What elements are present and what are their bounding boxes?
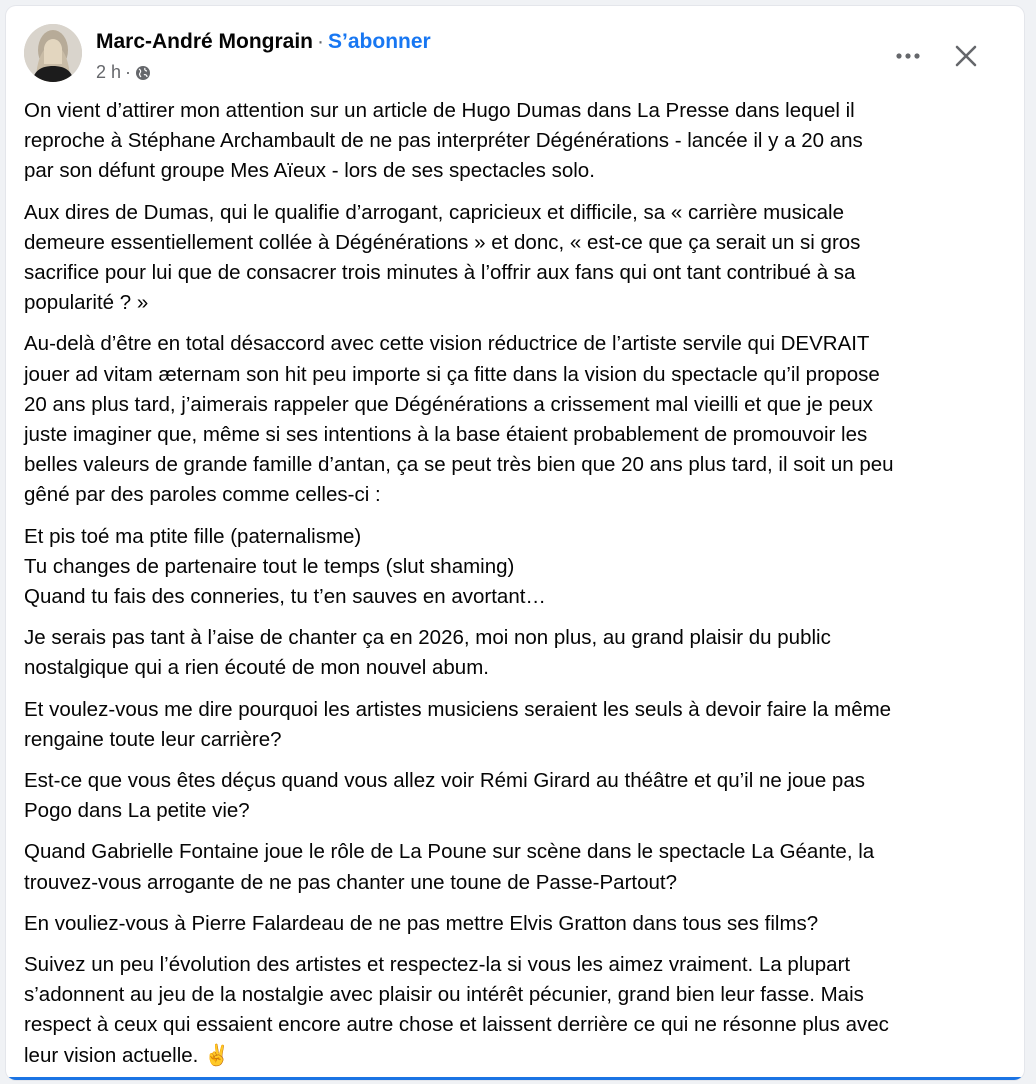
post-text-line: gêné par des paroles comme celles-ci : xyxy=(24,483,381,507)
post-meta xyxy=(96,62,151,83)
post-header xyxy=(24,24,1006,84)
author-name[interactable]: Marc-André Mongrain xyxy=(96,30,314,53)
post-paragraph xyxy=(24,909,1010,939)
focus-underline xyxy=(6,1077,1024,1080)
post-text-line: s’adonnent au jeu de la nostalgie avec plaisir ou intérêt pécunier, grand bien leur fasse. Mais xyxy=(24,983,864,1007)
post-text-line: leur vision actuelle. ✌️ xyxy=(24,1043,230,1067)
post-text-line: Pogo dans La petite vie? xyxy=(24,799,250,823)
post-paragraph xyxy=(24,950,1010,1071)
avatar[interactable] xyxy=(24,24,82,82)
post-paragraph xyxy=(24,522,1010,613)
post-text-line: Je serais pas tant à l’aise de chanter ça en 2026, moi non plus, au grand plaisir du public xyxy=(24,626,831,650)
post-text-line: trouvez-vous arrogante de ne pas chanter une toune de Passe-Partout? xyxy=(24,870,678,894)
author-line xyxy=(96,30,431,54)
post-text-line: par son défunt groupe Mes Aïeux - lors de ses spectacles solo. xyxy=(24,159,595,183)
post-paragraph xyxy=(24,198,1010,319)
post-paragraph xyxy=(24,329,1010,510)
post-text-line: demeure essentiellement collée à Dégénérations » et donc, « est-ce que ça serait un si gros xyxy=(24,230,861,254)
post-text-line: 20 ans plus tard, j’aimerais rappeler que Dégénérations a crissement mal vieilli et que je peux xyxy=(24,392,873,416)
post-paragraph xyxy=(24,766,1010,826)
post-text-line: belles valeurs de grande famille d’antan, ça se peut très bien que 20 ans plus tard, il soit un peu xyxy=(24,453,894,477)
subscribe-button[interactable]: S’abonner xyxy=(328,30,431,53)
globe-icon[interactable] xyxy=(135,65,151,81)
post-text-line: Suivez un peu l’évolution des artistes et respectez-la si vous les aimez vraiment. La plupart xyxy=(24,953,851,977)
avatar-image xyxy=(24,24,82,82)
post-body xyxy=(24,96,1010,1080)
post-paragraph xyxy=(24,695,1010,755)
post-text-line: En vouliez-vous à Pierre Falardeau de ne pas mettre Elvis Gratton dans tous ses films? xyxy=(24,911,819,935)
post-text-line: Et voulez-vous me dire pourquoi les artistes musiciens seraient les seuls à devoir faire la même xyxy=(24,697,892,721)
post-text-line: sacrifice pour lui que de consacrer trois minutes à l’offrir aux fans qui ont tant contribué à sa xyxy=(24,261,856,285)
separator-dot: · xyxy=(317,30,325,53)
post-text-line: popularité ? » xyxy=(24,291,149,315)
post-text-line: Quand Gabrielle Fontaine joue le rôle de La Poune sur scène dans le spectacle La Géante, la xyxy=(24,840,875,864)
meta-separator: · xyxy=(125,62,132,82)
post-text-line: Et pis toé ma ptite fille (paternalisme) xyxy=(24,524,362,548)
post-text-line: rengaine toute leur carrière? xyxy=(24,727,282,751)
post-text-line: Aux dires de Dumas, qui le qualifie d’arrogant, capricieux et difficile, sa « carrière musicale xyxy=(24,200,845,224)
post-card xyxy=(6,6,1024,1080)
post-paragraph xyxy=(24,96,1010,187)
post-text-line: reproche à Stéphane Archambault de ne pas interpréter Dégénérations - lancée il y a 20 ans xyxy=(24,129,863,153)
post-paragraph xyxy=(24,623,1010,683)
close-icon[interactable] xyxy=(946,36,986,76)
post-text-line: Quand tu fais des conneries, tu t’en sauves en avortant… xyxy=(24,585,546,609)
post-text-line: respect à ceux qui essaient encore autre chose et laissent derrière ce qui ne résonne plus avec xyxy=(24,1013,889,1037)
post-text-line: Est-ce que vous êtes déçus quand vous allez voir Rémi Girard au théâtre et qu’il ne joue pas xyxy=(24,769,865,793)
post-text-line: Tu changes de partenaire tout le temps (slut shaming) xyxy=(24,554,515,578)
post-text-line: nostalgique qui a rien écouté de mon nouvel abum. xyxy=(24,656,489,680)
more-options-icon[interactable] xyxy=(888,36,928,76)
post-text-line: juste imaginer que, même si ses intentions à la base étaient probablement de promouvoir les xyxy=(24,423,868,447)
post-paragraph xyxy=(24,837,1010,897)
post-text-line: jouer ad vitam æternam son hit peu importe si ça fitte dans la vision du spectacle qu’il propose xyxy=(24,362,880,386)
post-text-line: Au-delà d’être en total désaccord avec cette vision réductrice de l’artiste servile qui DEVRAIT xyxy=(24,332,870,356)
post-timestamp[interactable]: 2 h xyxy=(96,62,122,82)
post-text-line: On vient d’attirer mon attention sur un article de Hugo Dumas dans La Presse dans lequel il xyxy=(24,99,855,122)
